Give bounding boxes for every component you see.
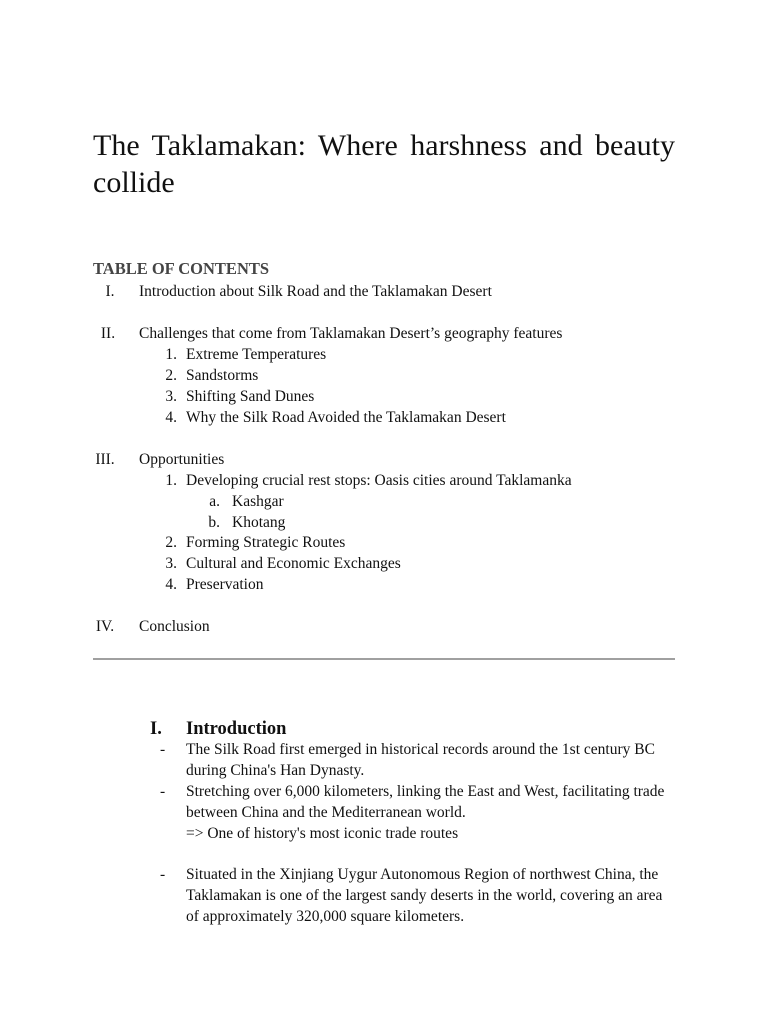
toc-item-label: Shifting Sand Dunes	[186, 388, 315, 405]
toc-numeral: II.	[100, 325, 116, 342]
bullet-dash: -	[160, 866, 166, 883]
toc-numeral: III.	[95, 451, 115, 468]
toc-item-label: Preservation	[186, 576, 264, 593]
toc-section-label: Opportunities	[139, 451, 225, 468]
toc-item-number: 2.	[165, 367, 177, 384]
toc-item-number: 1.	[165, 346, 177, 363]
bullet-note: => One of history's most iconic trade routes	[186, 825, 459, 842]
toc-item-number: 4.	[165, 576, 177, 593]
document-title: The Taklamakan: Where harshness and beauty collide	[93, 129, 675, 199]
toc-item-label: Cultural and Economic Exchanges	[186, 555, 401, 572]
bullet-text: Stretching over 6,000 kilometers, linking the East and West, facilitating trade between China and the Mediterranean world.	[186, 783, 665, 821]
section-numeral: I.	[150, 719, 162, 739]
toc-item-number: 4.	[165, 409, 177, 426]
toc-subitem-letter: b.	[208, 514, 220, 531]
bullet-dash: -	[160, 783, 166, 800]
toc-subitem-label: Khotang	[232, 514, 286, 531]
toc-numeral: IV.	[95, 618, 115, 635]
toc-numeral: I.	[105, 283, 115, 300]
toc-item-number: 3.	[165, 388, 177, 405]
toc-subitem-letter: a.	[209, 493, 220, 510]
toc-item-label: Why the Silk Road Avoided the Taklamakan Desert	[186, 409, 506, 426]
toc-section-label: Introduction about Silk Road and the Taklamakan Desert	[139, 283, 492, 300]
horizontal-divider	[93, 658, 675, 660]
toc-section-label: Challenges that come from Taklamakan Desert’s geography features	[139, 325, 563, 342]
toc-section-label: Conclusion	[139, 618, 210, 635]
toc-item-number: 3.	[165, 555, 177, 572]
bullet-text: Situated in the Xinjiang Uygur Autonomous Region of northwest China, the Taklamakan is one of the largest sandy deserts in the world, covering an area of approximately 320,000 square kilometers.	[186, 866, 663, 925]
bullet-dash: -	[160, 741, 166, 758]
toc-heading: TABLE OF CONTENTS	[93, 259, 270, 278]
toc-item-label: Extreme Temperatures	[186, 346, 327, 363]
toc-item-label: Sandstorms	[186, 367, 259, 384]
toc-item-number: 1.	[165, 472, 177, 489]
section-heading: Introduction	[186, 719, 287, 739]
toc-subitem-label: Kashgar	[232, 493, 284, 510]
bullet-text: The Silk Road first emerged in historical records around the 1st century BC during China's Han Dynasty.	[186, 741, 655, 779]
toc-item-label: Developing crucial rest stops: Oasis cities around Taklamanka	[186, 472, 572, 489]
toc-item-number: 2.	[165, 534, 177, 551]
toc-item-label: Forming Strategic Routes	[186, 534, 346, 551]
